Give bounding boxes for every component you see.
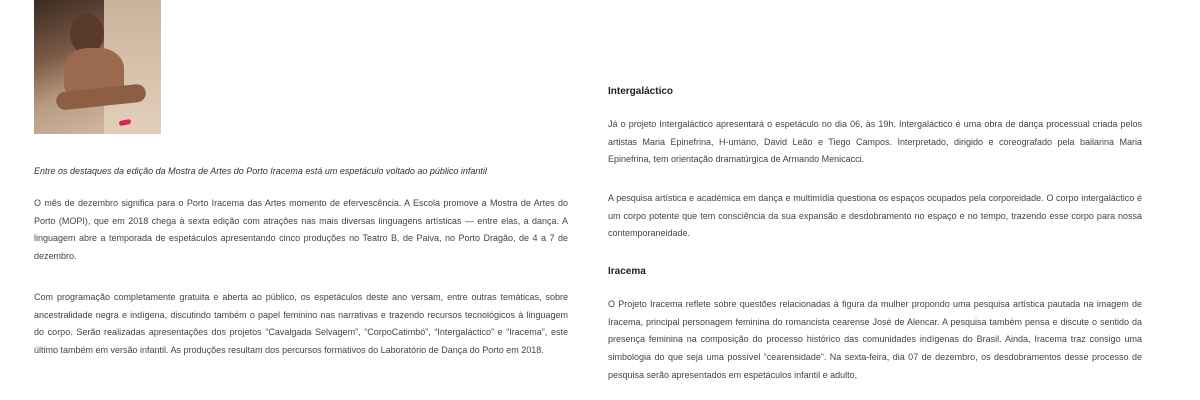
iracema-paragraph: O Projeto Iracema reflete sobre questões relacionadas à figura da mulher propondo uma pesquisa artística pautada na imagem de Iracema, principal personagem feminina do romancista cearense José de Alencar. A pesquisa também pensa e discute o sentido da presença feminina na composição do processo histórico das comunidades indígenas do Brasil. Ainda, Iracema traz consigo uma simbologia do que seja uma possível “cearensidade”. Na sexta-feira, dia 07 de dezembro, os desdobramentos desse processo de pesquisa serão apresentados em espetáculos infantil e adulto, [608,299,1142,380]
intergalactico-paragraph-2: A pesquisa artística e académica em dança e multimídia questiona os espaços ocupados pela corporeidade. O corpo intergaláctico é um corpo potente que tem consciência da sua expansão e desdobramento no espaço e no tempo, trazendo esse corpo para nossa contemporaneidade. [608,193,1142,239]
program-paragraph: Com programação completamente gratuita e aberta ao público, os espetáculos deste ano versam, entre outras temáticas, sobre ancestralidade negra e indígena, discutindo também o papel feminino nas narrativas e trazendo recursos tecnológicos à linguagem do corpo. Serão realizadas apresentações dos projetos “Cavalgada Selvagem”, “CorpoCatimbó”, “Intergaláctico” e “Iracema”, este último também em versão infantil. As produções resultam dos percursos formativos do Laboratório de Dança do Porto em 2018. [34,292,568,356]
photo-caption: Entre os destaques da edição da Mostra de Artes do Porto Iracema está um espetáculo voltado ao público infantil [34,166,487,176]
section-heading-intergalactico: Intergaláctico [608,86,674,97]
intro-paragraph: O mês de dezembro significa para o Porto Iracema das Artes momento de efervescência. A Escola promove a Mostra de Artes do Porto (MOPI), que em 2018 chega à sexta edição com atrações nas mais diversas linguagens artísticas — entre elas, a dança. A linguagem abre a temporada de espetáculos apresentando cinco produções no Teatro B. de Paiva, no Porto Dragão, de 4 a 7 de dezembro. [34,198,568,262]
section-heading-iracema: Iracema [608,266,646,277]
intergalactico-paragraph-1: Já o projeto Intergaláctico apresentará o espetáculo no dia 06, às 19h. Intergaláctico é uma obra de dança processual criada pelos artistas Maria Epinefrina, H-umano, David Leão e Tiego Campos. Interpretado, dirigido e coreografado pela bailarina Maria Epinefrina, tem orientação dramatúrgica de Armando Menicacci. [608,119,1142,165]
article-photo [34,0,161,134]
